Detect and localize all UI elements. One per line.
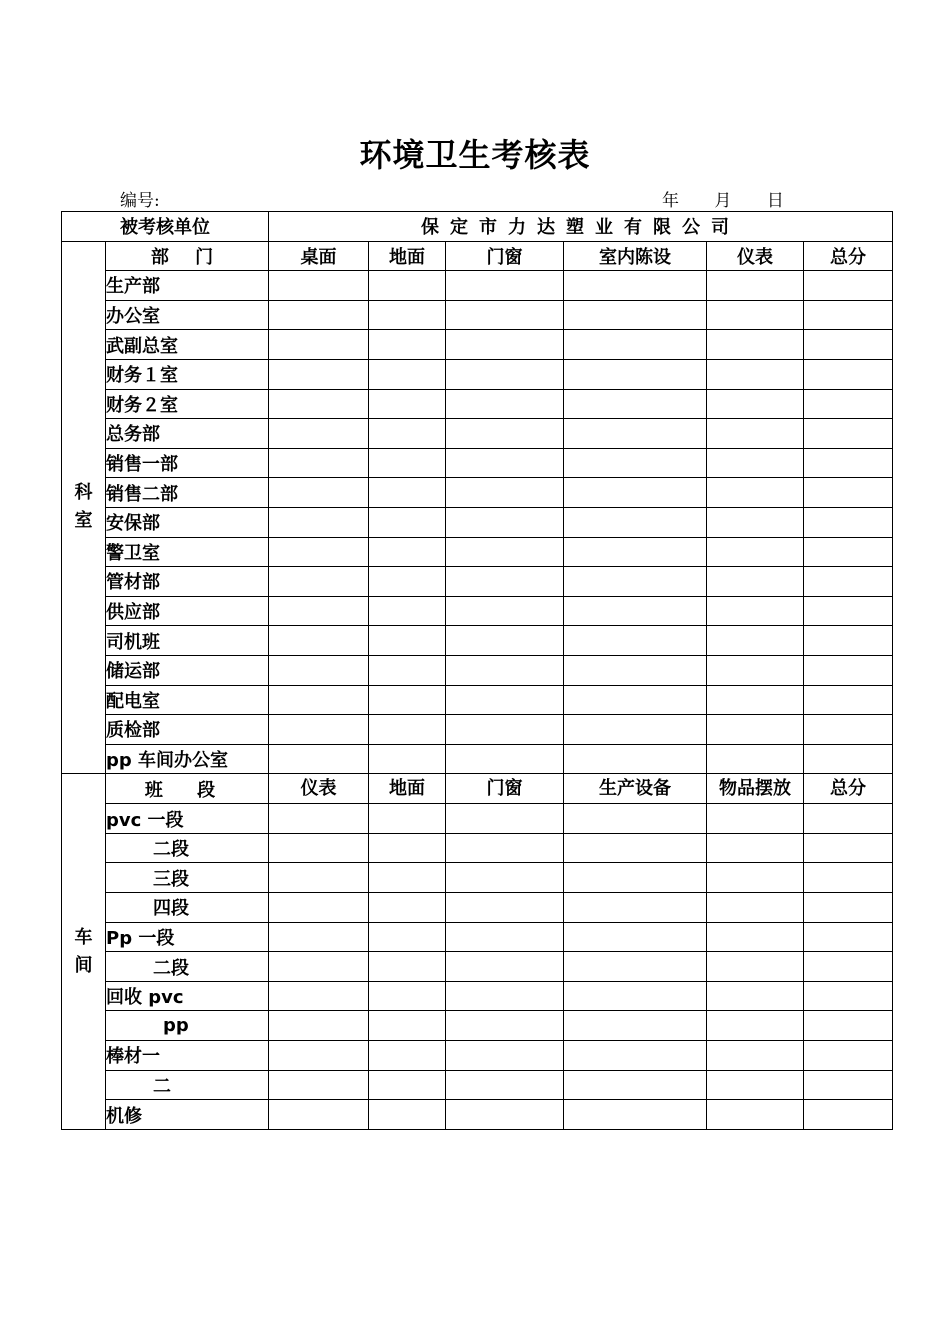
score-cell[interactable] [804, 952, 893, 982]
score-cell[interactable] [369, 419, 446, 449]
score-cell[interactable] [564, 567, 707, 597]
score-cell[interactable] [269, 626, 369, 656]
score-cell[interactable] [804, 863, 893, 893]
workshop-header-4: 生产设备 [564, 774, 707, 804]
score-cell[interactable] [269, 537, 369, 567]
office-header-0: 部 门 [106, 241, 269, 271]
score-cell[interactable] [446, 626, 564, 656]
score-cell[interactable] [269, 507, 369, 537]
score-cell[interactable] [369, 300, 446, 330]
workshop-header-row [62, 774, 893, 804]
workshop-row-label: 二段 [106, 952, 269, 982]
score-cell[interactable] [269, 715, 369, 745]
score-cell[interactable] [804, 922, 893, 952]
score-cell[interactable] [707, 804, 804, 834]
score-cell[interactable] [564, 478, 707, 508]
score-cell[interactable] [804, 1070, 893, 1100]
score-cell[interactable] [269, 271, 369, 301]
score-cell[interactable] [269, 981, 369, 1011]
score-cell[interactable] [446, 478, 564, 508]
office-row-label: 财务２室 [106, 389, 269, 419]
score-cell[interactable] [707, 448, 804, 478]
workshop-header-1: 仪表 [269, 774, 369, 804]
table-row [62, 596, 893, 626]
score-cell[interactable] [369, 626, 446, 656]
score-cell[interactable] [804, 626, 893, 656]
office-header-2: 地面 [369, 241, 446, 271]
workshop-header-3: 门窗 [446, 774, 564, 804]
score-cell[interactable] [804, 389, 893, 419]
score-cell[interactable] [369, 1070, 446, 1100]
score-cell[interactable] [446, 744, 564, 774]
score-cell[interactable] [564, 1041, 707, 1071]
score-cell[interactable] [269, 863, 369, 893]
score-cell[interactable] [369, 863, 446, 893]
score-cell[interactable] [804, 537, 893, 567]
score-cell[interactable] [707, 478, 804, 508]
score-cell[interactable] [446, 922, 564, 952]
company-name: 保定市力达塑业有限公司 [269, 212, 893, 242]
date-fields [662, 186, 814, 211]
score-cell[interactable] [564, 863, 707, 893]
table-row [62, 1011, 893, 1041]
table-row [62, 478, 893, 508]
workshop-row-label: 三段 [106, 863, 269, 893]
workshop-row-label: 四段 [106, 893, 269, 923]
score-cell[interactable] [269, 359, 369, 389]
score-cell[interactable] [446, 655, 564, 685]
score-cell[interactable] [707, 1011, 804, 1041]
score-cell[interactable] [804, 804, 893, 834]
score-cell[interactable] [269, 1070, 369, 1100]
workshop-row-label: 机修 [106, 1100, 269, 1130]
office-row-label: pp 车间办公室 [106, 744, 269, 774]
score-cell[interactable] [564, 833, 707, 863]
score-cell[interactable] [707, 626, 804, 656]
score-cell[interactable] [369, 685, 446, 715]
score-cell[interactable] [446, 1011, 564, 1041]
score-cell[interactable] [269, 300, 369, 330]
workshop-header-6: 总分 [804, 774, 893, 804]
office-row-label: 安保部 [106, 507, 269, 537]
score-cell[interactable] [804, 715, 893, 745]
score-cell[interactable] [564, 537, 707, 567]
office-row-label: 储运部 [106, 655, 269, 685]
workshop-row-label: 回收 pvc [106, 981, 269, 1011]
unit-row [62, 212, 893, 242]
score-cell[interactable] [369, 330, 446, 360]
office-row-label: 警卫室 [106, 537, 269, 567]
score-cell[interactable] [369, 537, 446, 567]
table-row [62, 271, 893, 301]
score-cell[interactable] [369, 804, 446, 834]
score-cell[interactable] [269, 655, 369, 685]
score-cell[interactable] [446, 596, 564, 626]
table-row [62, 1070, 893, 1100]
table-row [62, 359, 893, 389]
score-cell[interactable] [564, 1100, 707, 1130]
table-row [62, 626, 893, 656]
table-row [62, 1100, 893, 1130]
score-cell[interactable] [804, 448, 893, 478]
score-cell[interactable] [804, 271, 893, 301]
score-cell[interactable] [446, 537, 564, 567]
score-cell[interactable] [707, 952, 804, 982]
score-cell[interactable] [564, 952, 707, 982]
workshop-row-label: 棒材一 [106, 1041, 269, 1071]
score-cell[interactable] [446, 507, 564, 537]
table-row [62, 715, 893, 745]
score-cell[interactable] [564, 744, 707, 774]
office-row-label: 销售二部 [106, 478, 269, 508]
score-cell[interactable] [564, 715, 707, 745]
score-cell[interactable] [269, 478, 369, 508]
score-cell[interactable] [369, 478, 446, 508]
score-cell[interactable] [446, 389, 564, 419]
workshop-row-label: 二 [106, 1070, 269, 1100]
score-cell[interactable] [564, 1070, 707, 1100]
score-cell[interactable] [804, 981, 893, 1011]
office-header-1: 桌面 [269, 241, 369, 271]
score-cell[interactable] [369, 655, 446, 685]
score-cell[interactable] [804, 1011, 893, 1041]
office-header-5: 仪表 [707, 241, 804, 271]
score-cell[interactable] [446, 952, 564, 982]
score-cell[interactable] [269, 419, 369, 449]
score-cell[interactable] [707, 981, 804, 1011]
score-cell[interactable] [446, 330, 564, 360]
score-cell[interactable] [269, 1100, 369, 1130]
score-cell[interactable] [369, 715, 446, 745]
score-cell[interactable] [269, 567, 369, 597]
score-cell[interactable] [564, 330, 707, 360]
score-cell[interactable] [804, 893, 893, 923]
score-cell[interactable] [804, 1041, 893, 1071]
office-header-3: 门窗 [446, 241, 564, 271]
score-cell[interactable] [446, 804, 564, 834]
score-cell[interactable] [564, 271, 707, 301]
year-label: 年 [662, 191, 679, 211]
inspection-table [61, 211, 893, 1130]
office-header-6: 总分 [804, 241, 893, 271]
score-cell[interactable] [369, 389, 446, 419]
score-cell[interactable] [707, 419, 804, 449]
day-label: 日 [766, 191, 784, 211]
score-cell[interactable] [564, 419, 707, 449]
score-cell[interactable] [369, 1011, 446, 1041]
workshop-header-2: 地面 [369, 774, 446, 804]
score-cell[interactable] [564, 389, 707, 419]
score-cell[interactable] [446, 300, 564, 330]
office-row-label: 生产部 [106, 271, 269, 301]
score-cell[interactable] [269, 833, 369, 863]
office-group-label: 科 室 [62, 241, 106, 774]
score-cell[interactable] [707, 893, 804, 923]
score-cell[interactable] [707, 596, 804, 626]
workshop-row-label: pvc 一段 [106, 804, 269, 834]
score-cell[interactable] [707, 389, 804, 419]
score-cell[interactable] [804, 359, 893, 389]
score-cell[interactable] [369, 359, 446, 389]
score-cell[interactable] [707, 922, 804, 952]
workshop-row-label: 二段 [106, 833, 269, 863]
score-cell[interactable] [269, 952, 369, 982]
score-cell[interactable] [369, 596, 446, 626]
score-cell[interactable] [446, 359, 564, 389]
table-row [62, 952, 893, 982]
score-cell[interactable] [446, 981, 564, 1011]
score-cell[interactable] [564, 448, 707, 478]
score-cell[interactable] [804, 1100, 893, 1130]
unit-label: 被考核单位 [62, 212, 269, 242]
score-cell[interactable] [269, 922, 369, 952]
score-cell[interactable] [707, 833, 804, 863]
score-cell[interactable] [804, 744, 893, 774]
score-cell[interactable] [707, 685, 804, 715]
score-cell[interactable] [369, 833, 446, 863]
score-cell[interactable] [269, 1011, 369, 1041]
form-title: 环境卫生考核表 [359, 136, 591, 174]
table-row [62, 981, 893, 1011]
score-cell[interactable] [804, 419, 893, 449]
score-cell[interactable] [446, 1070, 564, 1100]
score-cell[interactable] [369, 893, 446, 923]
score-cell[interactable] [804, 567, 893, 597]
table-row [62, 1041, 893, 1071]
score-cell[interactable] [369, 1100, 446, 1130]
office-row-label: 质检部 [106, 715, 269, 745]
score-cell[interactable] [269, 893, 369, 923]
score-cell[interactable] [446, 893, 564, 923]
office-row-label: 武副总室 [106, 330, 269, 360]
month-label: 月 [714, 191, 732, 211]
score-cell[interactable] [446, 833, 564, 863]
score-cell[interactable] [707, 1041, 804, 1071]
score-cell[interactable] [446, 419, 564, 449]
table-row [62, 893, 893, 923]
score-cell[interactable] [446, 863, 564, 893]
table-row [62, 685, 893, 715]
score-cell[interactable] [707, 715, 804, 745]
score-cell[interactable] [446, 685, 564, 715]
office-header-row [62, 241, 893, 271]
office-row-label: 司机班 [106, 626, 269, 656]
score-cell[interactable] [564, 300, 707, 330]
score-cell[interactable] [707, 1070, 804, 1100]
score-cell[interactable] [564, 507, 707, 537]
score-cell[interactable] [564, 359, 707, 389]
table-row [62, 744, 893, 774]
table-row [62, 448, 893, 478]
score-cell[interactable] [804, 596, 893, 626]
score-cell[interactable] [446, 448, 564, 478]
score-cell[interactable] [269, 596, 369, 626]
table-row [62, 922, 893, 952]
table-row [62, 300, 893, 330]
table-row [62, 537, 893, 567]
score-cell[interactable] [564, 922, 707, 952]
table-row [62, 419, 893, 449]
score-cell[interactable] [564, 981, 707, 1011]
score-cell[interactable] [369, 507, 446, 537]
score-cell[interactable] [269, 330, 369, 360]
score-cell[interactable] [369, 952, 446, 982]
score-cell[interactable] [369, 744, 446, 774]
score-cell[interactable] [564, 893, 707, 923]
table-row [62, 833, 893, 863]
score-cell[interactable] [446, 1100, 564, 1130]
score-cell[interactable] [707, 567, 804, 597]
score-cell[interactable] [269, 744, 369, 774]
office-row-label: 销售一部 [106, 448, 269, 478]
table-row [62, 804, 893, 834]
score-cell[interactable] [564, 626, 707, 656]
score-cell[interactable] [707, 537, 804, 567]
score-cell[interactable] [446, 271, 564, 301]
score-cell[interactable] [804, 330, 893, 360]
score-cell[interactable] [564, 655, 707, 685]
score-cell[interactable] [564, 596, 707, 626]
workshop-header-0: 班 段 [106, 774, 269, 804]
office-row-label: 总务部 [106, 419, 269, 449]
score-cell[interactable] [369, 922, 446, 952]
workshop-row-label: pp [106, 1011, 269, 1041]
workshop-header-5: 物品摆放 [707, 774, 804, 804]
score-cell[interactable] [369, 448, 446, 478]
score-cell[interactable] [369, 271, 446, 301]
score-cell[interactable] [269, 804, 369, 834]
score-cell[interactable] [707, 271, 804, 301]
serial-number-label: 编号: [120, 191, 160, 211]
score-cell[interactable] [804, 833, 893, 863]
score-cell[interactable] [269, 1041, 369, 1071]
score-cell[interactable] [564, 804, 707, 834]
score-cell[interactable] [707, 330, 804, 360]
workshop-group-label: 车 间 [62, 774, 106, 1130]
table-row [62, 507, 893, 537]
table-row [62, 567, 893, 597]
score-cell[interactable] [707, 655, 804, 685]
table-row [62, 389, 893, 419]
score-cell[interactable] [369, 1041, 446, 1071]
score-cell[interactable] [804, 507, 893, 537]
score-cell[interactable] [707, 1100, 804, 1130]
office-row-label: 供应部 [106, 596, 269, 626]
score-cell[interactable] [269, 685, 369, 715]
table-row [62, 330, 893, 360]
office-header-4: 室内陈设 [564, 241, 707, 271]
table-row [62, 863, 893, 893]
score-cell[interactable] [446, 1041, 564, 1071]
score-cell[interactable] [564, 685, 707, 715]
score-cell[interactable] [446, 715, 564, 745]
score-cell[interactable] [804, 478, 893, 508]
score-cell[interactable] [269, 389, 369, 419]
score-cell[interactable] [804, 300, 893, 330]
workshop-row-label: Pp 一段 [106, 922, 269, 952]
score-cell[interactable] [707, 863, 804, 893]
score-cell[interactable] [707, 507, 804, 537]
office-row-label: 办公室 [106, 300, 269, 330]
score-cell[interactable] [804, 655, 893, 685]
score-cell[interactable] [707, 744, 804, 774]
score-cell[interactable] [707, 359, 804, 389]
score-cell[interactable] [707, 300, 804, 330]
office-row-label: 财务１室 [106, 359, 269, 389]
score-cell[interactable] [804, 685, 893, 715]
score-cell[interactable] [269, 448, 369, 478]
score-cell[interactable] [369, 567, 446, 597]
office-row-label: 管材部 [106, 567, 269, 597]
score-cell[interactable] [369, 981, 446, 1011]
score-cell[interactable] [564, 1011, 707, 1041]
table-row [62, 655, 893, 685]
score-cell[interactable] [446, 567, 564, 597]
office-row-label: 配电室 [106, 685, 269, 715]
